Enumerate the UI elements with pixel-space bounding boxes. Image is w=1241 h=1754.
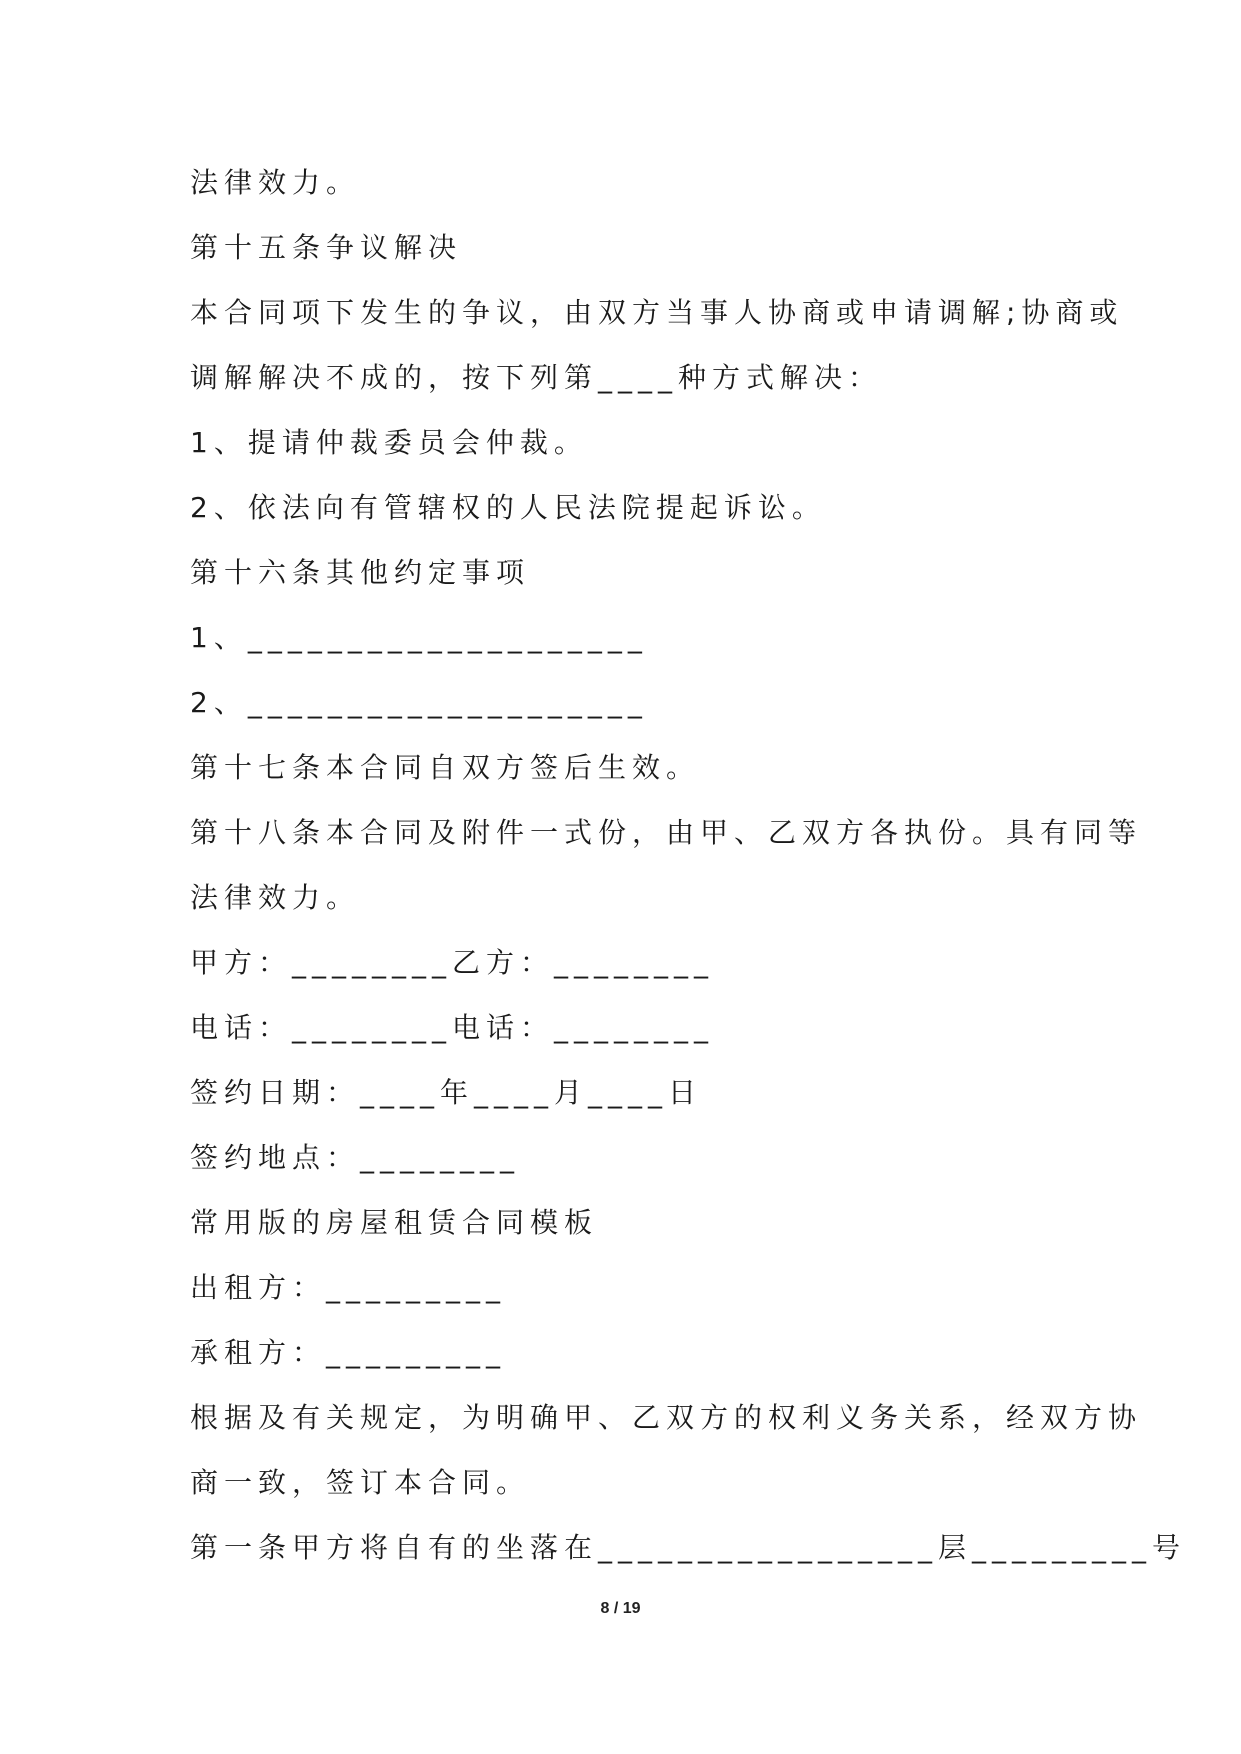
section-heading: 第十七条本合同自双方签后生效。 (190, 751, 701, 784)
lessee-line: 承租方：_________ (190, 1336, 507, 1369)
text-line: 第十八条本合同及附件一式份，由甲、乙双方各执份。具有同等 (190, 816, 1143, 849)
text-line: 第一条甲方将自有的坐落在_________________层_________号 (190, 1531, 1187, 1564)
list-item: 2、依法向有管辖权的人民法院提起诉讼。 (190, 491, 826, 524)
document-title: 常用版的房屋租赁合同模板 (190, 1206, 599, 1239)
location-line: 签约地点：________ (190, 1141, 521, 1174)
text-line: 法律效力。 (190, 881, 361, 914)
section-heading: 第十五条争议解决 (190, 231, 463, 264)
date-line: 签约日期：____年____月____日 (190, 1076, 703, 1109)
section-heading: 第十六条其他约定事项 (190, 556, 531, 589)
text-line: 商一致，签订本合同。 (190, 1466, 531, 1499)
document-body (190, 160, 1187, 1590)
text-line: 本合同项下发生的争议，由双方当事人协商或申请调解;协商或 (190, 296, 1124, 329)
signature-line: 甲方：________乙方：________ (190, 946, 715, 979)
text-line: 法律效力。 (190, 166, 361, 199)
lessor-line: 出租方：_________ (190, 1271, 507, 1304)
list-item: 2、____________________ (190, 686, 648, 719)
text-line: 根据及有关规定，为明确甲、乙双方的权利义务关系，经双方协 (190, 1401, 1143, 1434)
list-item: 1、提请仲裁委员会仲裁。 (190, 426, 588, 459)
phone-line: 电话：________电话：________ (190, 1011, 715, 1044)
page-number: 8 / 19 (600, 1600, 641, 1617)
text-line: 调解解决不成的，按下列第____种方式解决： (190, 361, 883, 394)
list-item: 1、____________________ (190, 621, 648, 654)
